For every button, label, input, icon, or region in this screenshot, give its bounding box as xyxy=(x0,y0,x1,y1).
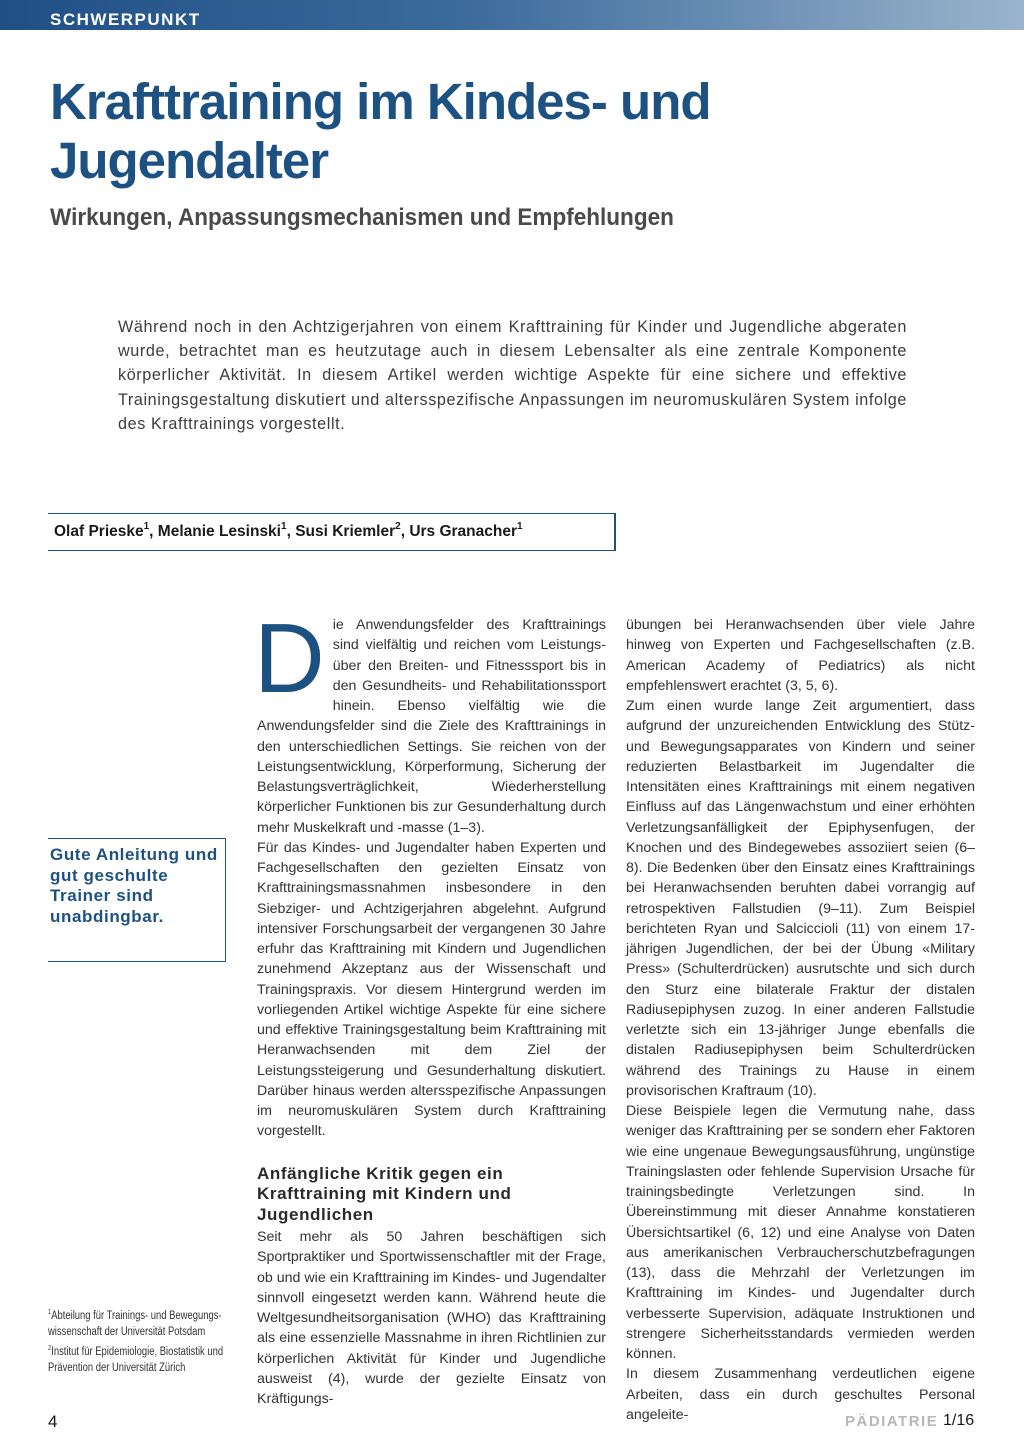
body-paragraph: Seit mehr als 50 Jahren beschäftigen sich Sportpraktiker und Sportwissenschaftler mit der Frage, ob und wie ein Krafttraining im Kindes- und Jugendalter sinnvoll eingesetzt werden kann. Während heute die Weltgesundheitsorganisation (WHO) das Krafttraining als eine essenzielle Massnahme in ihren Richtlinien zur körperlichen Aktivität für Kinder und Jugendliche ausweist (4), wurde der gezielte Einsatz von Kräftigungs- xyxy=(257,1229,606,1407)
author-affiliation-mark: 1 xyxy=(143,521,150,532)
footnote xyxy=(48,1360,204,1377)
issue-number: 1/16 xyxy=(943,1412,975,1429)
author-name: Susi Kriemler xyxy=(295,523,396,540)
body-paragraph: Für das Kindes- und Jugendalter haben Experten und Fachgesellschaften den gezielten Einsatz von Krafttrainingsmassnahmen insbesondere in den Siebziger- und Achtzigerjahren abgelehnt. Aufgrund intensiver Forschungsarbeit der vergangenen 30 Jahre erfuhr das Krafttraining mit Kindern und Jugendlichen zunehmend Akzeptanz aus der Wissenschaft und Trainingspraxis. Vor diesem Hintergrund werden im vorliegenden Artikel wichtige Aspekte für eine sichere und effektive Trainingsgestaltung beim Krafttraining mit Heranwachsenden mit dem Ziel der Leistungssteigerung und Gesunderhaltung diskutiert. Darüber hinaus werden altersspezifische Anpassungen im neuromuskulären System durch Krafttraining vorgestellt. xyxy=(257,839,606,1140)
footnote xyxy=(48,1305,222,1324)
author-name: Urs Granacher xyxy=(409,523,518,540)
author-box xyxy=(48,513,615,551)
pull-quote-box xyxy=(48,838,226,962)
footnote-text: Institut für Epidemiologie, Biostatistik und xyxy=(51,1345,224,1358)
footnote-text: Abteilung für Trainings- und Bewegungs- xyxy=(51,1309,222,1322)
abstract: Während noch in den Achtzigerjahren von einem Krafttraining für Kinder und Jugendliche abgeraten wurde, betrachtet man es heutzutage auch in diesem Lebensalter als eine zentrale Komponente körperlicher Aktivität. In diesem Artikel werden wichtige Aspekte für eine sichere und effektive Trainingsgestaltung diskutiert und altersspezifische Anpassungen im neuromuskulären System infolge des Krafttrainings vorgestellt. xyxy=(118,318,907,433)
author-name: Olaf Prieske xyxy=(54,523,144,540)
affiliation-footnotes xyxy=(48,1305,224,1377)
paragraph-text: ie Anwendungsfelder des Krafttrainings sind vielfältig und reichen vom Leistungs- über den Breiten- und Fitnesssport bis in den Gesundheits- und Rehabilitationssport hinein. Ebenso vielfältig wie die Anwendungsfelder sind die Ziele des Krafttrainings in den unterschiedlichen Settings. Sie reichen von der Leistungsentwicklung, Körperformung, Sicherung der Belastungsverträglichkeit, Wiederherstellung körperlicher Funktionen bis zur Gesunderhaltung durch mehr Muskelkraft und -masse (1–3). xyxy=(257,617,606,836)
body-paragraph: übungen bei Heranwachsenden über viele Jahre hinweg von Experten und Fachgesellschaften (z.B. American Academy of Pediatrics) als nicht empfehlenswert erachtet (3, 5, 6). xyxy=(626,617,975,694)
footnote-text: Prävention der Universität Zürich xyxy=(48,1362,186,1375)
footnote-mark: 2 xyxy=(48,1344,52,1352)
body-column-2 xyxy=(626,615,975,1425)
author-affiliation-mark: 1 xyxy=(281,521,287,532)
journal-name: PÄDIATRIE xyxy=(845,1413,939,1430)
body-paragraph: In diesem Zusammenhang verdeutlichen eigene Arbeiten, dass ein durch geschultes Personal angeleite- xyxy=(626,1366,975,1423)
author-affiliation-mark: 2 xyxy=(395,521,401,532)
body-paragraph: Zum einen wurde lange Zeit argumentiert, dass aufgrund der unzureichenden Entwicklung des Stütz- und Bewegungsapparates von Kindern und seiner reduzierten Belastbarkeit im Jugendalter die Intensitäten eines Krafttrainings mit einem negativen Einfluss auf das Längenwachstum und einer erhöhten Verletzungsanfälligkeit der Epiphysenfugen, der Knochen und des Bindegewebes assoziiert seien (6–8). Die Bedenken über den Einsatz eines Krafttrainings bei Heranwachsenden beruhten dabei vorrangig auf retrospektiven Fallstudien (9–11). Zum Beispiel berichteten Ryan und Salciccioli (11) von einem 17-jährigen Jugendlichen, der bei der Übung «Military Press» (Schulterdrücken) ausrutschte und sich durch den Sturz eine bilaterale Fraktur der distalen Radiusepiphysen zuzog. In einer anderen Fallstudie verletzte sich ein 13-jähriger Junge ebenfalls die distalen Radiusepiphysen beim Schulterdrücken während des Trainings zu Hause in einem provisorischen Kraftraum (10). xyxy=(626,698,975,1099)
author-name: Melanie Lesinski xyxy=(157,523,281,540)
footnote xyxy=(48,1341,224,1360)
pull-quote-text: Gute Anleitung und gut geschulte Trainer sind unabdingbar. xyxy=(50,845,218,926)
author-affiliation-mark: 1 xyxy=(517,521,523,532)
article-title: Krafttraining im Kindes- und Jugendalter xyxy=(50,73,711,189)
footnote-mark: 1 xyxy=(48,1309,52,1316)
drop-cap: D xyxy=(254,603,325,713)
body-paragraph: Diese Beispiele legen die Vermutung nahe, dass weniger das Krafttraining per se sondern eher Faktoren wie eine ungenaue Bewegungsausführung, ungünstige Trainingslasten oder fehlende Supervision Ursache für trainingsbedingte Verletzungen sind. In Übereinstimmung mit dieser Annahme konstatieren Übersichtsartikel (6, 12) und eine Analyse von Daten aus amerikanischen Verbraucherschutzbefragungen (13), dass die Mehrzahl der Verletzungen im Krafttraining im Kindes- und Jugendalter durch verbesserte Supervision, adäquate Instruktionen und strengere Sicherheitsstandards vermieden werden können. xyxy=(626,1103,975,1362)
body-paragraph xyxy=(254,603,606,838)
page-number: 4 xyxy=(48,1412,58,1431)
body-column-1 xyxy=(254,603,606,1409)
section-heading: Anfängliche Kritik gegen ein Krafttraining mit Kindern und Jugendlichen xyxy=(257,1163,512,1224)
footnote-text: wissenschaft der Universität Potsdam xyxy=(48,1326,206,1339)
section-label: SCHWERPUNKT xyxy=(50,10,201,29)
author-list: Olaf Prieske$^1$, Melanie Lesinski$^1$, Susi Kriemler$^2$, Urs Granacher$^1$ xyxy=(54,521,523,540)
footnote xyxy=(48,1324,204,1341)
article-subtitle: Wirkungen, Anpassungsmechanismen und Empfehlungen xyxy=(50,204,674,231)
